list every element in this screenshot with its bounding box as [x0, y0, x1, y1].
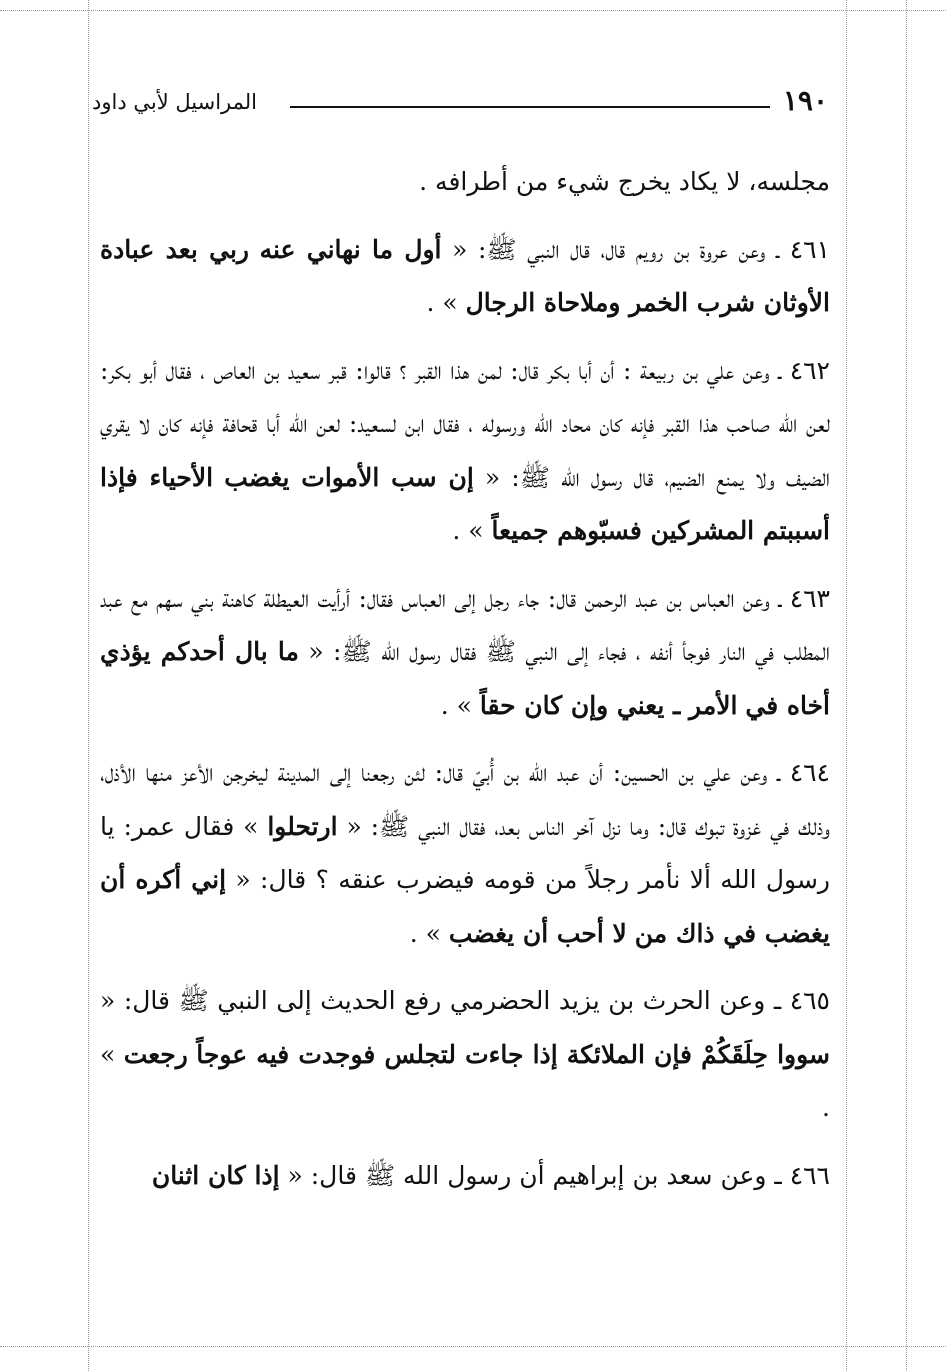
header-rule — [290, 106, 770, 108]
narration-text: ٤٦٤ ـ وعن علي بن الحسين: أن عبد الله بن أُبيّ قال: لئن رجعنا — [360, 758, 830, 787]
running-title: المراسيل لأبي داود — [92, 90, 257, 114]
hadith-quote-text: إذا كان اثنان — [151, 1160, 280, 1190]
hadith-quote-text: سووا حِلَقَكُمْ فإن الملائكة إذا جاءت لتجلس فوجدت فيه عوجاً — [196, 1039, 830, 1069]
narration-text: مجلسه، لا يكاد يخرج شيء من أطرافه . — [419, 167, 830, 196]
hadith-paragraph — [100, 974, 830, 1135]
page-header — [92, 80, 828, 130]
hadith-paragraph — [100, 223, 830, 330]
narration-text: الضيف ولا يمنع الضيم، قال رسول الله ﷺ: « — [473, 462, 830, 492]
hadith-quote-text: ربي بعد عبادة الأوثان شرب الخمر وملاحاة الرجال — [100, 234, 830, 317]
narration-text: إلى المدينة ليخرجن الأعز منها الأذل، وذلك في غزوة تبوك قال: وما نزل — [100, 758, 830, 841]
narration-text: محاد الله ورسوله ، فقال ابن لسعيد: لعن الله أبا قحافة فإنه كان لا يقري — [100, 409, 591, 438]
narration-text: ٤٦٥ ـ وعن الحرث بن يزيد الحضرمي رفع الحديث إلى النبي ﷺ — [178, 986, 830, 1015]
scan-guide-line — [0, 1346, 946, 1347]
page-number: ١٩٠ — [782, 84, 828, 117]
narration-text: » فقال عمر: يا رسول الله ألا — [100, 811, 830, 894]
narration-text: ٤٦٣ ـ وعن العباس بن عبد الرحمن قال: جاء رجل إلى العباس — [401, 583, 830, 613]
paragraph-continuation — [100, 155, 830, 209]
hadith-paragraph — [100, 572, 830, 733]
narration-text: ٤٦٢ ـ وعن علي بن ربيعة : أن أبا بكر قال: لمن هذا القبر ؟ قالوا: — [355, 355, 830, 385]
hadith-quote-text: إني أكره أن يغضب في ذاك من — [100, 865, 830, 948]
hadith-quote-text: رجعت — [123, 1039, 188, 1069]
narration-text: ٤٦٦ ـ وعن سعد بن إبراهيم أن رسول الله ﷺ قال: « — [279, 1160, 830, 1190]
narration-text: آخر الناس بعد، فقال النبي ﷺ: « — [337, 811, 594, 841]
hadith-quote-text: الأمر ـ يعني وإن كان حقاً — [479, 690, 738, 720]
narration-text: » . — [100, 1039, 830, 1122]
narration-text: » . — [426, 288, 466, 317]
narration-text: ٤٦١ ـ وعن عروة بن رويم قال، قال النبي ﷺ: « — [441, 234, 830, 264]
hadith-quote-text: إن سب الأموات يغضب — [224, 462, 474, 492]
narration-text: » . — [452, 516, 492, 545]
scan-guide-line — [846, 0, 847, 1371]
scan-guide-line — [88, 0, 89, 1371]
narration-text: قال: « — [100, 986, 170, 1015]
narration-text: فقال: أرأيت العيطلة كاهنة بني سهم مع عبد المطلب في النار فوجأ أنفه ، — [100, 583, 830, 666]
hadith-paragraph — [100, 344, 830, 558]
narration-text: فجاء إلى النبي ﷺ فقال رسول الله ﷺ: « — [298, 637, 627, 666]
hadith-quote-text: أول ما نهاني عنه — [259, 234, 442, 264]
scan-guide-line — [906, 0, 907, 1371]
narration-text: » . — [440, 690, 480, 720]
hadith-paragraph — [100, 1149, 830, 1203]
narration-text: قبر سعيد بن العاص ، فقال أبو بكر: لعن الله صاحب هذا القبر فإنه كان — [100, 355, 831, 438]
page-body — [100, 155, 830, 1202]
hadith-paragraph — [100, 746, 830, 960]
hadith-quote-text: ما بال أحدكم يؤذي أخاه في — [100, 637, 830, 720]
hadith-quote-text: الأحياء فإذا أسببتم المشركين فسبّوهم جميعاً — [100, 462, 830, 545]
hadith-quote-text: ارتحلوا — [267, 811, 338, 841]
narration-text: » . — [409, 918, 449, 948]
hadith-quote-text: لا أحب أن يغضب — [448, 918, 627, 948]
scan-guide-line — [0, 10, 946, 11]
narration-text: نأمر رجلاً من قومه فيضرب عنقه ؟ قال: « — [226, 865, 681, 894]
